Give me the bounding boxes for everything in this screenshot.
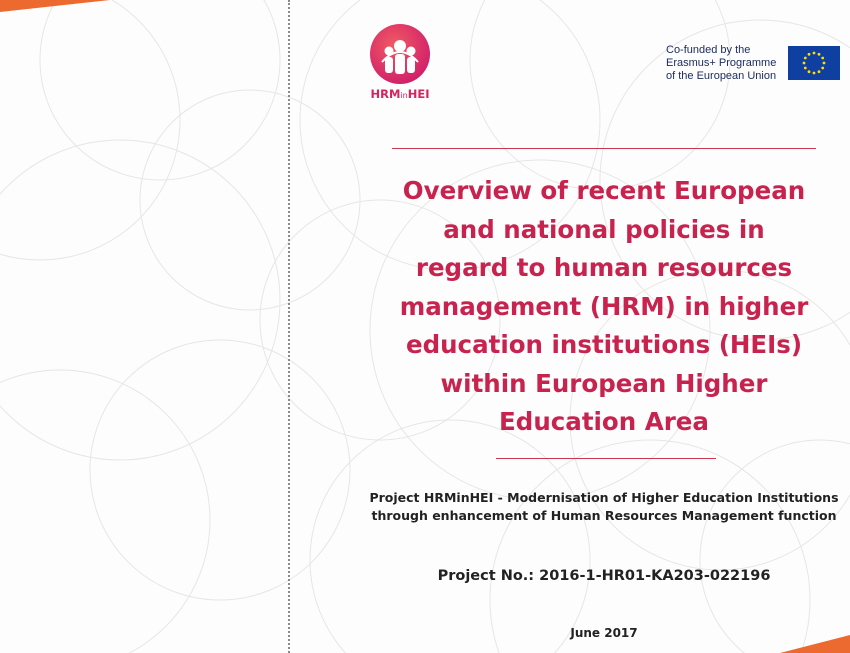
publication-date: June 2017 xyxy=(570,626,638,640)
eu-line-2: Erasmus+ Programme xyxy=(666,57,777,69)
eu-line-1: Co-funded by the xyxy=(666,44,751,56)
eu-cofunding-text xyxy=(666,44,776,83)
eu-flag-icon xyxy=(788,46,840,80)
fold-dotted-line xyxy=(288,0,290,653)
people-icon xyxy=(370,24,430,84)
title-rule-top xyxy=(392,148,816,149)
logo-wordmark: HRMinHEI xyxy=(370,87,430,101)
orange-corner-top-left xyxy=(0,0,110,12)
project-number: Project No.: 2016-1-HR01-KA203-022196 xyxy=(437,568,771,584)
project-subtitle: Project HRMinHEI - Modernisation of Higher Education Institutions through enhancement of Human Resources Management function xyxy=(369,490,839,523)
logo-emblem xyxy=(370,24,430,84)
document-title: Overview of recent European and national policies in regard to human resources management (HRM) in higher education institutions (HEIs) within European Higher Education Area xyxy=(399,176,809,436)
eu-line-3: of the European Union xyxy=(666,70,777,82)
hrminhei-logo xyxy=(364,24,436,106)
title-rule-bottom xyxy=(496,458,716,459)
